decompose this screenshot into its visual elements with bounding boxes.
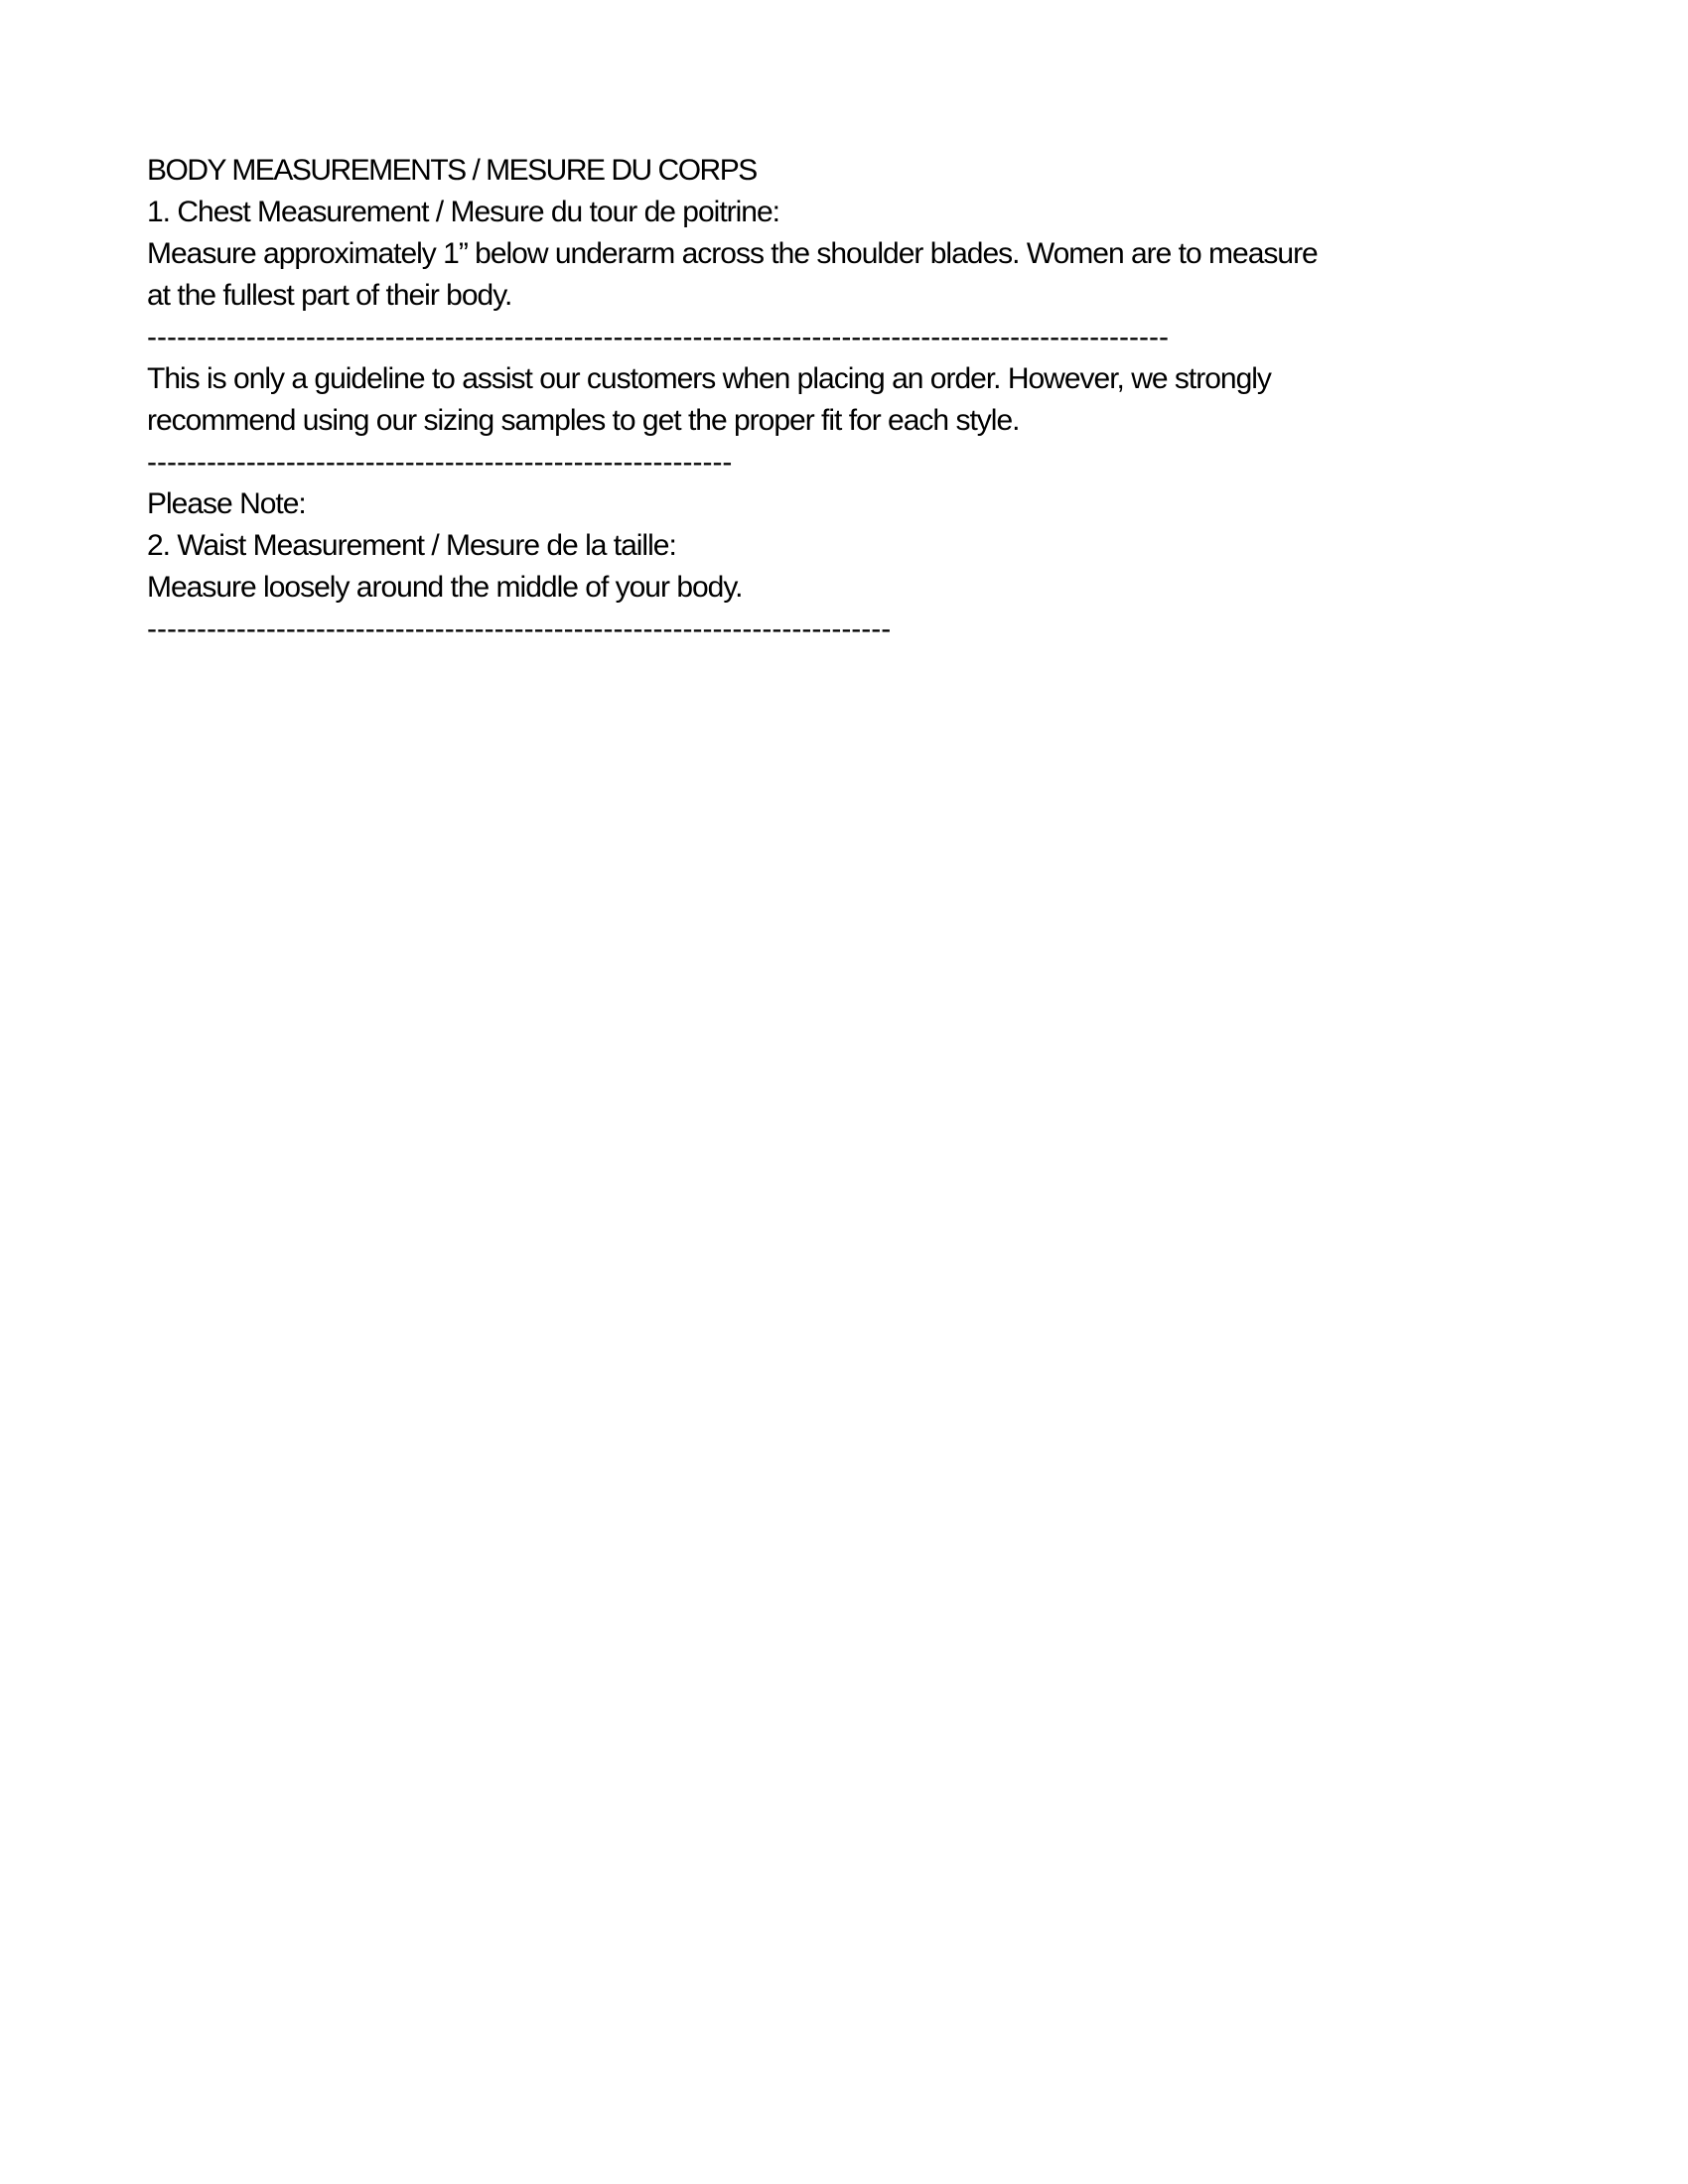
please-note-label: Please Note:: [147, 487, 306, 520]
separator-medium: ---------------------------------------------------------------------------: [147, 613, 892, 645]
doc-heading: BODY MEASUREMENTS / MESURE DU CORPS: [147, 154, 757, 187]
guideline-note-line2: recommend using our sizing samples to get the proper fit for each style.: [147, 404, 1020, 437]
section1-body-line2: at the fullest part of their body.: [147, 279, 512, 312]
separator-short: -----------------------------------------------------------: [147, 446, 733, 478]
section1-body-line1: Measure approximately 1” below underarm across the shoulder blades. Women are to measure: [147, 237, 1318, 270]
separator-long: -------------------------------------------------------------------------------------------------------: [147, 321, 1169, 353]
section2-body-line1: Measure loosely around the middle of your body.: [147, 571, 743, 604]
section1-title: 1. Chest Measurement / Mesure du tour de poitrine:: [147, 196, 780, 228]
document-text-block: [147, 150, 1537, 650]
guideline-note-line1: This is only a guideline to assist our customers when placing an order. However, we strongly: [147, 362, 1271, 395]
section2-title: 2. Waist Measurement / Mesure de la taille:: [147, 529, 676, 562]
